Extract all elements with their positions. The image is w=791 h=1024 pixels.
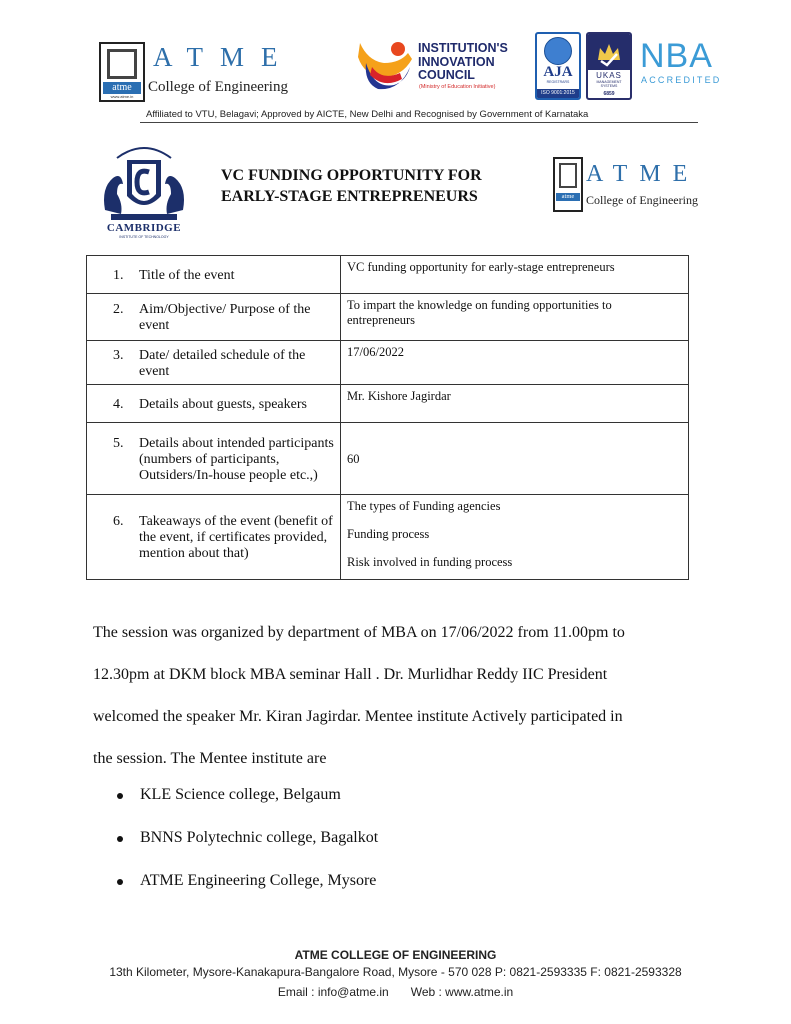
row-value: VC funding opportunity for early-stage entrepreneurs bbox=[347, 260, 615, 274]
affiliation-line: Affiliated to VTU, Belagavi; Approved by AICTE, New Delhi and Recognised by Government of Karnataka bbox=[146, 109, 589, 120]
ukas-management: MANAGEMENT SYSTEMS bbox=[596, 80, 622, 88]
row-number: 4. bbox=[113, 396, 124, 412]
mentee-list bbox=[93, 786, 378, 915]
mentee-name: ATME Engineering College, Mysore bbox=[140, 872, 377, 889]
table-row bbox=[87, 294, 689, 341]
row-value: Mr. Kishore Jagirdar bbox=[347, 389, 451, 403]
row-number: 5. bbox=[113, 435, 124, 451]
mentee-name: KLE Science college, Belgaum bbox=[140, 786, 341, 803]
table-row bbox=[87, 495, 689, 580]
atme-letters: ATME bbox=[153, 42, 295, 72]
event-details-table bbox=[86, 255, 689, 580]
page-title bbox=[221, 165, 541, 207]
ukas-badge-icon bbox=[586, 32, 632, 100]
atme-college-name: College of Engineering bbox=[148, 79, 288, 95]
atme-logo-icon bbox=[99, 42, 145, 102]
session-summary: The session was organized by department of MBA on 17/06/2022 from 11.00pm to 12.30pm at DKM block MBA seminar Hall . Dr. Murlidhar Reddy IIC President welcomed the speaker Mr. Kiran Jagirdar. Mentee institute Actively participated in the session. The Mentee institute are bbox=[93, 624, 625, 767]
list-item bbox=[93, 829, 378, 872]
row-value: 60 bbox=[347, 452, 360, 466]
row-number: 2. bbox=[113, 302, 124, 317]
atme-logo-word: atme bbox=[103, 82, 141, 94]
iic-logo-icon bbox=[354, 33, 416, 95]
bullet-icon bbox=[117, 836, 123, 842]
title-line-1: VC FUNDING OPPORTUNITY FOR bbox=[221, 167, 482, 184]
row-value: 17/06/2022 bbox=[347, 345, 404, 359]
bullet-icon bbox=[117, 879, 123, 885]
aja-iso: ISO 9001:2015 bbox=[537, 89, 579, 98]
footer-web: Web : www.atme.in bbox=[410, 985, 514, 999]
list-item bbox=[93, 786, 378, 829]
footer-contact bbox=[0, 985, 791, 999]
row-label: Aim/Objective/ Purpose of the event bbox=[139, 302, 311, 333]
globe-icon bbox=[544, 37, 572, 65]
aja-registrars: REGISTRARS bbox=[546, 80, 570, 84]
bullet-icon bbox=[117, 793, 123, 799]
footer-college-name: ATME COLLEGE OF ENGINEERING bbox=[294, 948, 497, 962]
row-label: Date/ detailed schedule of the event bbox=[139, 347, 306, 379]
iic-line-3: COUNCIL bbox=[418, 68, 475, 82]
atme-small-college: College of Engineering bbox=[586, 193, 698, 207]
ukas-number: 6859 bbox=[603, 91, 615, 97]
row-label: Details about intended participants (numbers of participants, Outsiders/In-house people etc.,) bbox=[139, 435, 334, 483]
iic-line-1: INSTITUTION'S bbox=[418, 41, 508, 55]
aja-badge-icon bbox=[535, 32, 581, 100]
row-value: Risk involved in funding process bbox=[347, 555, 513, 569]
atme-small-logo-icon bbox=[553, 157, 583, 212]
row-value: Funding process bbox=[347, 527, 430, 541]
list-item bbox=[93, 872, 378, 915]
row-number: 6. bbox=[113, 514, 124, 529]
row-label: Details about guests, speakers bbox=[139, 396, 307, 412]
row-value: To impart the knowledge on funding opportunities to entrepreneurs bbox=[347, 298, 612, 327]
row-number: 3. bbox=[113, 347, 124, 363]
footer-email: Email : info@atme.in bbox=[277, 985, 389, 999]
atme-small-letters: ATME bbox=[586, 161, 700, 187]
iic-subtitle: (Ministry of Education Initiative) bbox=[419, 84, 496, 90]
ukas-label: UKAS bbox=[596, 71, 622, 80]
row-value: The types of Funding agencies bbox=[347, 499, 501, 513]
header-divider bbox=[140, 122, 698, 123]
title-line-2: EARLY-STAGE ENTREPRENEURS bbox=[221, 188, 478, 205]
table-row bbox=[87, 256, 689, 294]
nba-accredited: ACCREDITED bbox=[641, 75, 722, 85]
cambridge-name: CAMBRIDGE bbox=[106, 222, 182, 234]
iic-line-2: INNOVATION bbox=[418, 54, 495, 69]
row-number: 1. bbox=[113, 267, 124, 283]
table-row bbox=[87, 423, 689, 495]
atme-small-logo-word: atme bbox=[556, 193, 580, 201]
crown-icon bbox=[588, 34, 630, 70]
atme-logo-tagline: www.atme.in bbox=[110, 94, 134, 99]
iic-title bbox=[418, 42, 508, 83]
row-label: Takeaways of the event (benefit of the event, if certificates provided, mention about that) bbox=[139, 514, 333, 561]
footer-address: 13th Kilometer, Mysore-Kanakapura-Bangalore Road, Mysore - 570 028 P: 0821-2593335 F: 0821-2593328 bbox=[109, 965, 682, 979]
aja-label: AJA bbox=[543, 64, 573, 80]
table-row bbox=[87, 341, 689, 385]
cambridge-subtitle: INSTITUTE OF TECHNOLOGY bbox=[119, 235, 169, 239]
table-row bbox=[87, 385, 689, 423]
mentee-name: BNNS Polytechnic college, Bagalkot bbox=[140, 829, 379, 846]
nba-logo: NBA bbox=[640, 37, 713, 75]
row-label: Title of the event bbox=[139, 267, 235, 283]
